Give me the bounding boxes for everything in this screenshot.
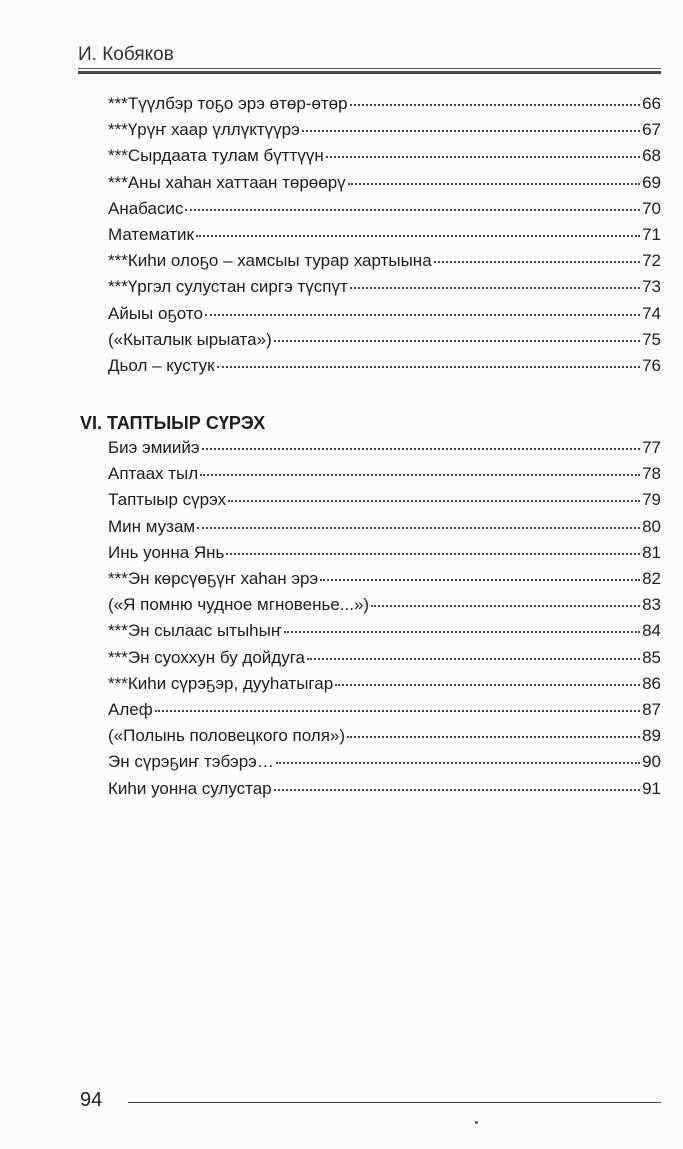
- toc-entry-page: 90: [642, 752, 661, 772]
- toc-entry: [108, 249, 661, 275]
- toc-entry: [108, 275, 661, 301]
- toc-dot-leader: [284, 617, 640, 633]
- toc-entry-title: («Кыталык ырыата»): [108, 329, 272, 349]
- toc-dot-leader: [185, 195, 640, 211]
- toc-entry-title: Эн сүрэҕиҥ тэбэрэ…: [108, 752, 274, 772]
- toc-dot-leader: [226, 539, 640, 555]
- toc-entry-page: 83: [642, 595, 661, 615]
- toc-entry-page: 81: [642, 542, 661, 562]
- running-head-author: И. Кобяков: [78, 44, 174, 65]
- toc-entry-title: Инь уонна Янь: [108, 542, 225, 562]
- toc-dot-leader: [205, 300, 640, 316]
- toc-entry: [108, 354, 661, 380]
- toc-entry: [108, 197, 661, 223]
- toc-entry-title: ***Эн сылаас ытыһыҥ: [108, 621, 282, 641]
- header-rule-thick: [78, 71, 661, 74]
- toc-entry: [108, 646, 661, 672]
- toc-entry-page: 66: [642, 94, 661, 113]
- toc-entry-title: Таптыыр сүрэх: [108, 490, 227, 510]
- toc-dot-leader: [371, 591, 640, 607]
- toc-entry: [108, 619, 661, 645]
- toc-dot-leader: [326, 142, 640, 158]
- toc-entry-title: ***Үргэл сулустан сиргэ түспүт: [108, 277, 348, 297]
- toc-entry-page: 79: [642, 490, 661, 510]
- toc-entry-page: 91: [642, 778, 661, 798]
- toc-entry: [108, 672, 661, 698]
- toc-entry: [108, 223, 661, 249]
- header-rule-thin: [78, 68, 661, 69]
- toc-dot-leader: [335, 670, 640, 686]
- toc-dot-leader: [200, 460, 640, 476]
- toc-entry: [108, 302, 661, 328]
- toc-entry-page: 84: [642, 621, 661, 641]
- toc-entry-page: 85: [642, 647, 661, 667]
- toc-entry: [108, 488, 661, 514]
- toc-entry: [108, 515, 661, 541]
- footer-rule: [128, 1102, 661, 1103]
- toc-entry: [108, 171, 661, 197]
- toc-entry: [108, 750, 661, 776]
- toc-entry-page: 80: [642, 516, 661, 536]
- toc-entry-title: ***Киһи сүрэҕэр, дууһатыгар: [108, 673, 334, 693]
- toc-entry-page: 69: [642, 172, 661, 192]
- toc-dot-leader: [197, 513, 640, 529]
- toc-entry-title: Киһи уонна сулустар: [108, 778, 272, 798]
- toc-entry-title: ***Киһи олоҕо – хамсыы турар хартыына: [108, 251, 432, 271]
- toc-entry: [108, 328, 661, 354]
- toc-entry-page: 87: [642, 700, 661, 719]
- toc-entry-page: 70: [642, 198, 661, 218]
- toc-dot-leader: [348, 169, 640, 185]
- section-heading: VI. ТАПТЫЫР СҮРЭХ: [80, 413, 266, 433]
- toc-entry: [108, 698, 661, 724]
- toc-dot-leader: [307, 644, 640, 660]
- toc-entry: [108, 777, 661, 803]
- toc-dot-leader: [217, 352, 640, 368]
- toc-dot-leader: [155, 696, 640, 712]
- toc-entry-page: 82: [642, 569, 661, 588]
- toc-dot-leader: [347, 722, 640, 738]
- toc-entry-page: 71: [642, 225, 661, 244]
- toc-entry-title: Мин музам: [108, 516, 196, 536]
- toc-entry: [108, 724, 661, 750]
- toc-entry-title: («Полынь половецкого поля»): [108, 726, 346, 746]
- toc-entry-page: 74: [642, 303, 661, 323]
- toc-entry: [108, 541, 661, 567]
- toc-entry-title: Айыы оҕото: [108, 303, 203, 323]
- toc-dot-leader: [228, 486, 640, 502]
- toc-dot-leader: [202, 434, 641, 450]
- toc-dot-leader: [434, 247, 640, 263]
- toc-entry-title: Дьол – кустук: [108, 356, 215, 375]
- toc-entry-title: ***Түүлбэр тоҕо эрэ өтөр-өтөр: [108, 94, 348, 113]
- toc-dot-leader: [320, 565, 640, 581]
- toc-dot-leader: [274, 326, 640, 342]
- toc-dot-leader: [196, 221, 640, 237]
- toc-entry-title: ***Сырдаата тулам бүттүүн: [108, 146, 324, 166]
- toc-dot-leader: [274, 775, 640, 791]
- toc-entry-page: 72: [642, 251, 661, 271]
- toc-entry-title: Аптаах тыл: [108, 464, 199, 484]
- toc-entry: [108, 436, 661, 462]
- toc-entry-title: ***Эн суоххун бу дойдуга: [108, 647, 306, 667]
- toc-entry-page: 86: [642, 673, 661, 693]
- toc-dot-leader: [276, 748, 640, 764]
- toc-entry: [108, 92, 661, 118]
- toc-entry-page: 67: [642, 120, 661, 140]
- toc-entry-page: 73: [642, 277, 661, 297]
- toc-entry-title: ***Аны хаһан хаттаан төрөөрү: [108, 172, 346, 192]
- toc-entry: [108, 144, 661, 170]
- toc-entry: [108, 118, 661, 144]
- toc-entry-title: ***Үрүҥ хаар үллүктүүрэ: [108, 120, 300, 140]
- toc-entry: [108, 462, 661, 488]
- toc-entry-title: Алеф: [108, 700, 153, 719]
- page-number: 94: [80, 1089, 103, 1111]
- toc-entry-title: ***Эн көрсүөҕүҥ хаһан эрэ: [108, 569, 319, 588]
- toc-entry-title: («Я помню чудное мгновенье...»): [108, 595, 370, 615]
- toc-entry-title: Биэ эмиийэ: [108, 438, 200, 457]
- ink-speck: [475, 1121, 478, 1124]
- toc-entry-page: 89: [642, 726, 661, 746]
- toc-entry-title: Математик: [108, 225, 194, 244]
- toc-entry-title: Анабасис: [108, 198, 184, 218]
- toc-entry-page: 75: [642, 329, 661, 349]
- toc-entry: [108, 567, 661, 593]
- toc-entry: [108, 593, 661, 619]
- toc-dot-leader: [350, 90, 640, 106]
- toc-entry-page: 77: [642, 438, 661, 457]
- toc-dot-leader: [350, 273, 640, 289]
- toc-entry-page: 68: [642, 146, 661, 166]
- toc-entry-page: 78: [642, 464, 661, 484]
- toc-entry-page: 76: [642, 356, 661, 375]
- toc-dot-leader: [302, 116, 640, 132]
